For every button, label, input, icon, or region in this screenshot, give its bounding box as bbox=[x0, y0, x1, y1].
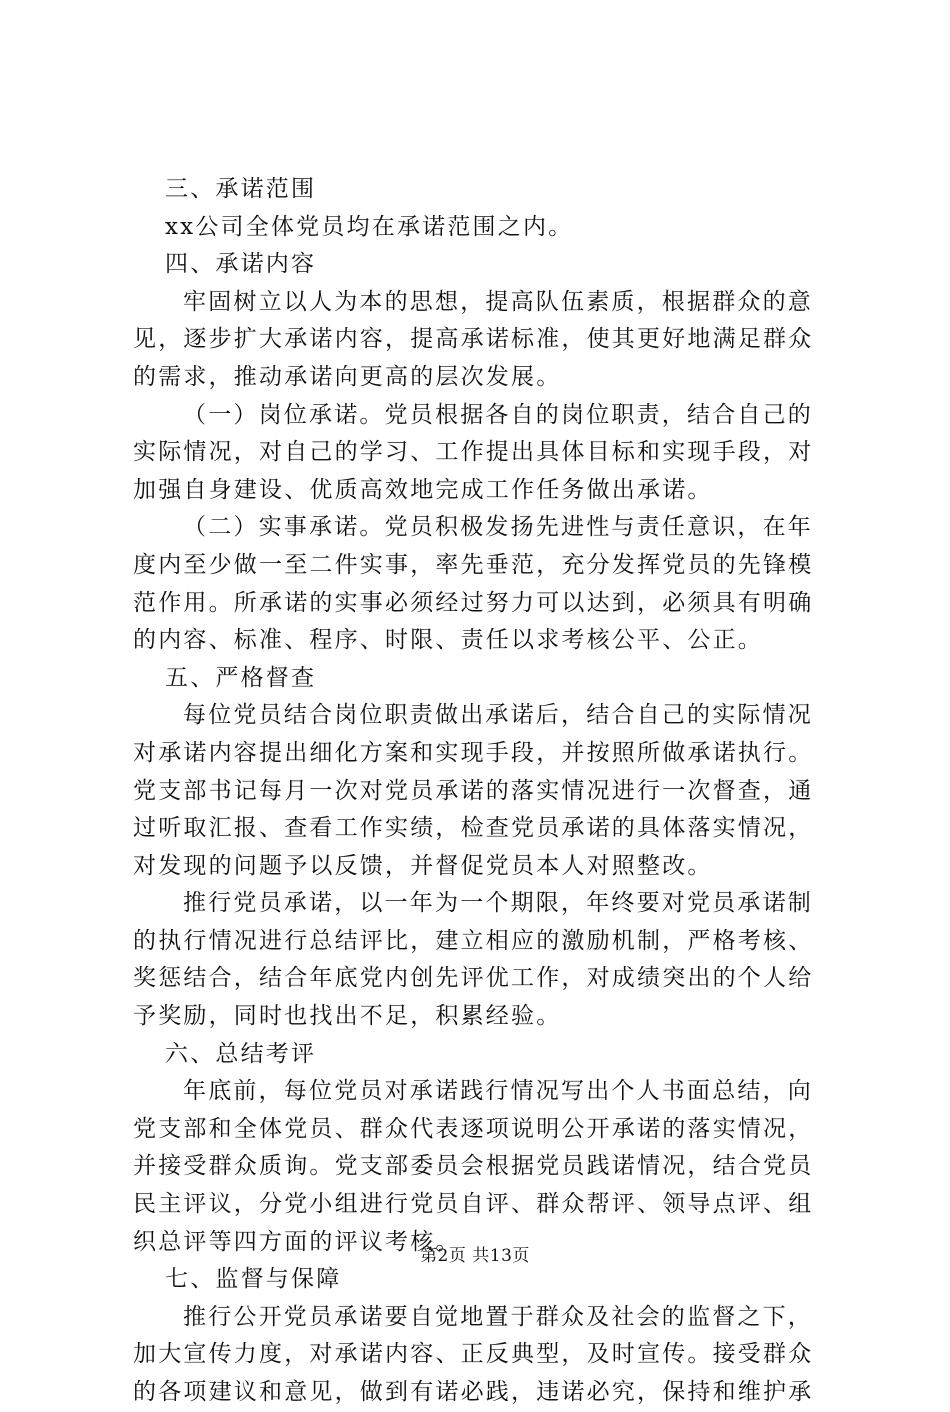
paragraph-line: 并接受群众质询。党支部委员会根据党员践诺情况，结合党员 bbox=[133, 1153, 814, 1180]
paragraph-line: 每位党员结合岗位职责做出承诺后，结合自己的实际情况 bbox=[183, 702, 813, 729]
paragraph-line: 对承诺内容提出细化方案和实现手段，并按照所做承诺执行。 bbox=[133, 739, 814, 766]
paragraph-line: 年底前，每位党员对承诺践行情况写出个人书面总结，向 bbox=[183, 1078, 813, 1105]
paragraph-line: 党支部书记每月一次对党员承诺的落实情况进行一次督查，通 bbox=[133, 777, 814, 804]
section-heading-line: 四、承诺内容 bbox=[165, 251, 317, 278]
paragraph-line: 加大宣传力度，对承诺内容、正反典型，及时宣传。接受群众 bbox=[133, 1341, 814, 1368]
paragraph-line: 的各项建议和意见，做到有诺必践，违诺必究，保持和维护承 bbox=[133, 1379, 814, 1405]
paragraph-line: 范作用。所承诺的实事必须经过努力可以达到，必须具有明确 bbox=[133, 589, 814, 616]
paragraph-line: 予奖励，同时也找出不足，积累经验。 bbox=[133, 1003, 562, 1030]
section-heading-line: 五、严格督查 bbox=[165, 664, 317, 691]
paragraph-line: 过听取汇报、查看工作实绩，检查党员承诺的具体落实情况， bbox=[133, 815, 814, 842]
paragraph-line: 度内至少做一至二件实事，率先垂范，充分发挥党员的先锋模 bbox=[133, 551, 814, 578]
paragraph-line: 民主评议，分党小组进行党员自评、群众帮评、领导点评、组 bbox=[133, 1191, 814, 1218]
page-footer: 第2页 共13页 bbox=[420, 1246, 530, 1266]
section-heading-line: xx公司全体党员均在承诺范围之内。 bbox=[165, 213, 574, 240]
paragraph-line: 加强自身建设、优质高效地完成工作任务做出承诺。 bbox=[133, 476, 713, 503]
paragraph-line: 织总评等四方面的评议考核。 bbox=[133, 1228, 461, 1255]
document-body bbox=[133, 171, 833, 1412]
paragraph-line: 的需求，推动承诺向更高的层次发展。 bbox=[133, 363, 562, 390]
paragraph-line: 牢固树立以人为本的思想，提高队伍素质，根据群众的意 bbox=[183, 288, 813, 315]
paragraph-line: 党支部和全体党员、群众代表逐项说明公开承诺的落实情况， bbox=[133, 1115, 814, 1142]
paragraph-line: 奖惩结合，结合年底党内创先评优工作，对成绩突出的个人给 bbox=[133, 965, 814, 992]
paragraph-line: （一）岗位承诺。党员根据各自的岗位职责，结合自己的 bbox=[183, 401, 813, 428]
paragraph-line: 实际情况，对自己的学习、工作提出具体目标和实现手段，对 bbox=[133, 439, 814, 466]
section-heading-line: 三、承诺范围 bbox=[165, 176, 317, 202]
paragraph-line: 推行党员承诺，以一年为一个期限，年终要对党员承诺制 bbox=[183, 890, 813, 917]
paragraph-line: 的执行情况进行总结评比，建立相应的激励机制，严格考核、 bbox=[133, 927, 814, 954]
paragraph-line: 见，逐步扩大承诺内容，提高承诺标准，使其更好地满足群众 bbox=[133, 326, 814, 353]
paragraph-line: 的内容、标准、程序、时限、责任以求考核公平、公正。 bbox=[133, 627, 763, 654]
paragraph-line: （二）实事承诺。党员积极发扬先进性与责任意识，在年 bbox=[183, 514, 813, 541]
section-heading-line: 七、监督与保障 bbox=[165, 1266, 342, 1293]
paragraph-line: 推行公开党员承诺要自觉地置于群众及社会的监督之下， bbox=[183, 1303, 813, 1330]
paragraph-line: 对发现的问题予以反馈，并督促党员本人对照整改。 bbox=[133, 852, 713, 879]
section-heading-line: 六、总结考评 bbox=[165, 1040, 317, 1067]
